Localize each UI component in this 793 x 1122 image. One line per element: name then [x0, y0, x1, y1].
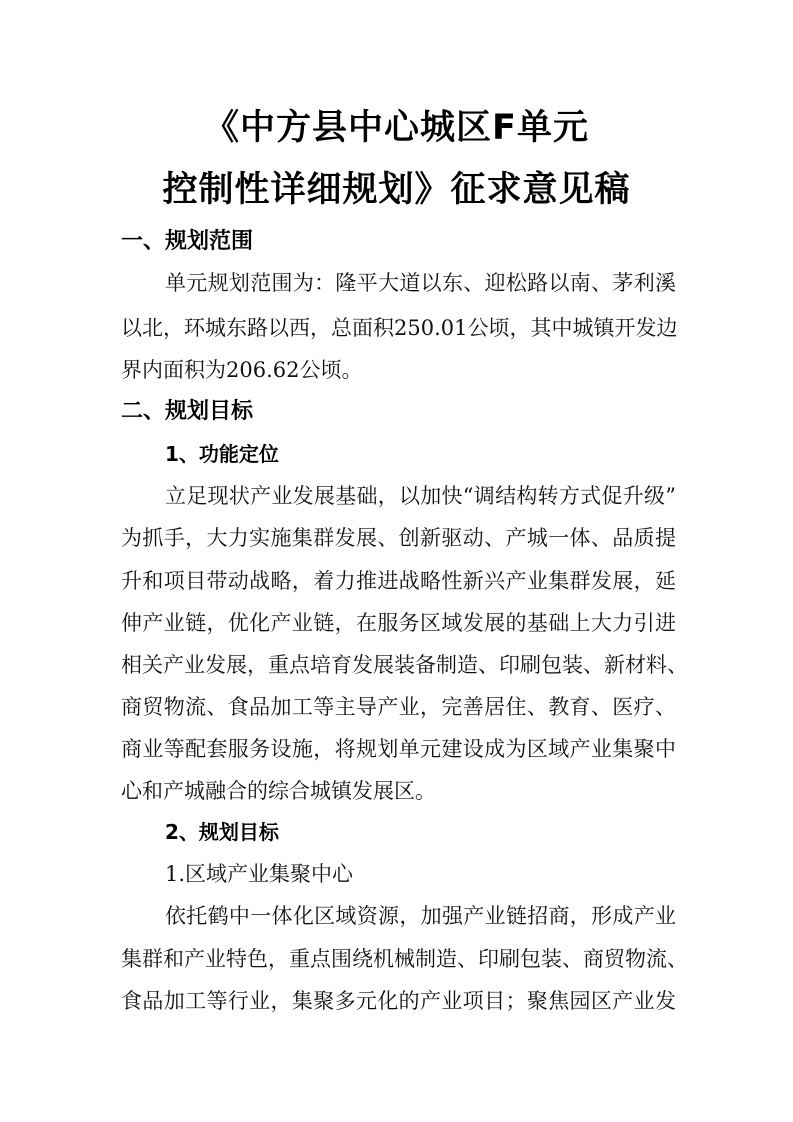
scope-paragraph-line: 单元规划范围为：隆平大道以东、迎松路以南、茅利溪	[165, 271, 676, 295]
document-title-line-2: 控制性详细规划》征求意见稿	[162, 170, 631, 210]
goal-paragraph-line: 集群和产业特色，重点围绕机械制造、印刷包装、商贸物流、	[121, 947, 688, 971]
positioning-paragraph-line: 商贸物流、食品加工等主导产业，完善居住、教育、医疗、	[121, 695, 676, 719]
goal-paragraph-line: 依托鹤中一体化区域资源，加强产业链招商，形成产业	[165, 904, 676, 928]
section-heading-goals: 二、规划目标	[121, 399, 254, 424]
subheading-function-positioning: 1、功能定位	[165, 442, 279, 466]
positioning-paragraph-line: 相关产业发展，重点培育发展装备制造、印刷包装、新材料、	[121, 653, 688, 677]
section-heading-scope: 一、规划范围	[121, 229, 254, 254]
document-title-line-1: 《中方县中心城区F单元	[204, 108, 589, 148]
positioning-paragraph-line: 为抓手，大力实施集群发展、创新驱动、产城一体、品质提	[121, 526, 676, 550]
goal-item-title: 1.区域产业集聚中心	[165, 862, 354, 886]
positioning-paragraph-line: 心和产城融合的综合城镇发展区。	[121, 779, 436, 803]
goal-paragraph-line: 食品加工等行业，集聚多元化的产业项目；聚焦园区产业发	[121, 989, 676, 1013]
positioning-paragraph-line: 商业等配套服务设施，将规划单元建设成为区域产业集聚中	[121, 737, 676, 761]
positioning-paragraph-line: 立足现状产业发展基础，以加快“调结构转方式促升级”	[165, 484, 676, 508]
positioning-paragraph-line: 升和项目带动战略，着力推进战略性新兴产业集群发展，延	[121, 569, 676, 593]
subheading-planning-goals: 2、规划目标	[165, 820, 279, 844]
scope-paragraph-line: 界内面积为206.62公顷。	[121, 358, 363, 382]
positioning-paragraph-line: 伸产业链，优化产业链，在服务区域发展的基础上大力引进	[121, 611, 676, 635]
scope-paragraph-line: 以北，环城东路以西，总面积250.01公顷，其中城镇开发边	[121, 316, 678, 340]
